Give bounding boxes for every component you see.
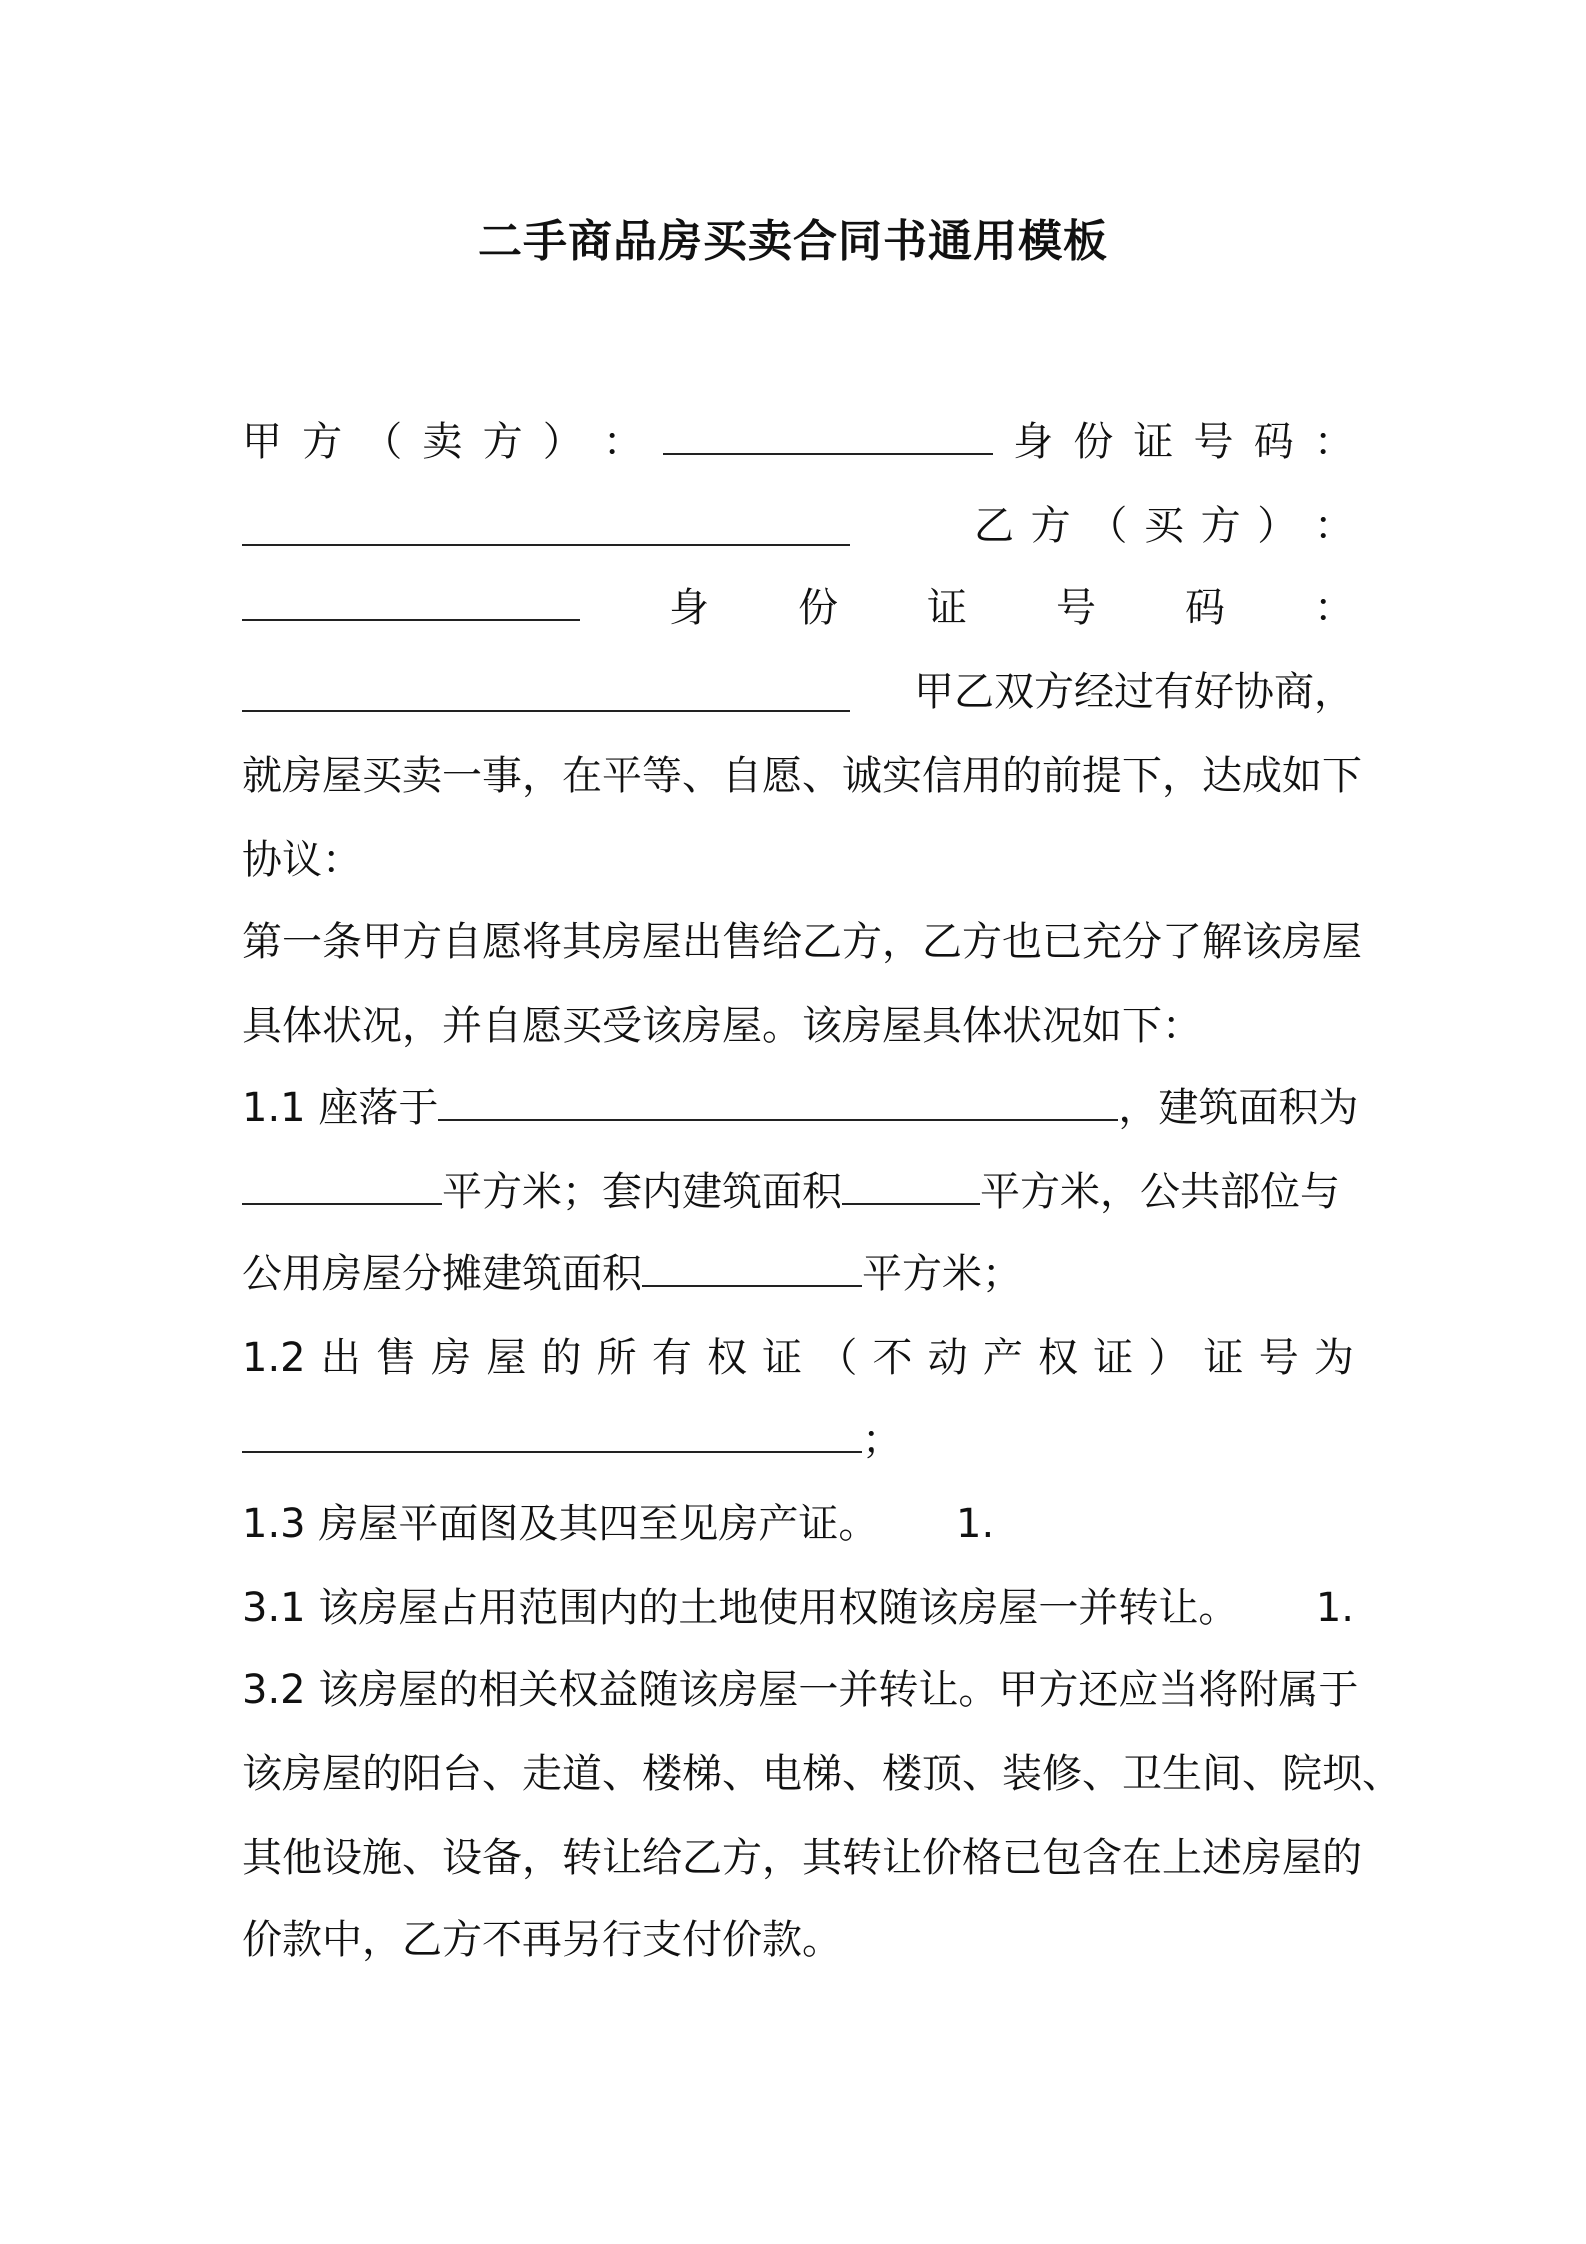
char: 房 bbox=[431, 1335, 472, 1381]
paragraph-line: 就房屋买卖一事，在平等、自愿、诚实信用的前提下，达成如下 bbox=[242, 753, 1362, 799]
party-b-name-blank[interactable] bbox=[242, 579, 580, 621]
clause-label: 1.1 座落于 bbox=[242, 1085, 439, 1131]
char: ： bbox=[602, 419, 643, 465]
clause-3-2-line: 3.2 该房屋的相关权益随该房屋一并转让。甲方还应当将附属于 bbox=[242, 1667, 1359, 1713]
document-title: 二手商品房买卖合同书通用模板 bbox=[478, 216, 1108, 267]
char: ） bbox=[1148, 1335, 1189, 1381]
clause-text: ，建筑面积为 bbox=[1118, 1085, 1359, 1131]
party-a-id-blank[interactable] bbox=[242, 504, 850, 546]
clause-text: ； bbox=[862, 1417, 902, 1463]
char: （ bbox=[1087, 503, 1128, 549]
char: 动 bbox=[927, 1335, 968, 1381]
clause-1-1-line bbox=[242, 1078, 1359, 1138]
char: 证 bbox=[762, 1335, 803, 1381]
char: 码 bbox=[1185, 585, 1225, 631]
line-negotiation bbox=[242, 662, 1354, 722]
char: （ bbox=[362, 419, 403, 465]
char: 出 bbox=[320, 1335, 361, 1381]
char: 证 bbox=[1093, 1335, 1134, 1381]
char: 的 bbox=[541, 1335, 582, 1381]
char: 身 bbox=[669, 585, 709, 631]
clause-number: 1. bbox=[956, 1501, 995, 1547]
clause-number: 1. bbox=[1315, 1585, 1354, 1631]
char: 证 bbox=[1203, 1335, 1244, 1381]
clause-text: 平方米； bbox=[862, 1251, 1022, 1297]
shared-area-line bbox=[242, 1244, 1354, 1304]
line-party-a bbox=[242, 412, 1354, 472]
certificate-number-line bbox=[242, 1410, 1354, 1470]
party-a-name-blank[interactable] bbox=[663, 413, 993, 455]
clause-number: 1.2 bbox=[242, 1335, 306, 1381]
shared-area-blank[interactable] bbox=[642, 1245, 862, 1287]
char: 份 bbox=[1073, 419, 1114, 465]
char: 买 bbox=[1143, 503, 1184, 549]
char: 方 bbox=[1030, 503, 1071, 549]
party-b-label bbox=[974, 496, 1354, 556]
building-area-blank[interactable] bbox=[242, 1163, 442, 1205]
char: （ bbox=[817, 1335, 858, 1381]
paragraph-line: 该房屋的阳台、走道、楼梯、电梯、楼顶、装修、卫生间、院坝、 bbox=[242, 1751, 1402, 1797]
char: 号 bbox=[1056, 585, 1096, 631]
negotiation-text: 甲乙双方经过有好协商， bbox=[914, 669, 1354, 715]
article-one-line: 第一条甲方自愿将其房屋出售给乙方，乙方也已充分了解该房屋 bbox=[242, 919, 1362, 965]
char: ） bbox=[542, 419, 583, 465]
clause-text: 平方米，公共部位与 bbox=[980, 1169, 1340, 1215]
char: 有 bbox=[651, 1335, 692, 1381]
char: 所 bbox=[596, 1335, 637, 1381]
clause-text: 1.3 房屋平面图及其四至见房产证。 bbox=[242, 1501, 879, 1547]
paragraph-line: 协议： bbox=[242, 837, 362, 883]
char: 为 bbox=[1313, 1335, 1354, 1381]
char: 售 bbox=[375, 1335, 416, 1381]
paragraph-line: 其他设施、设备，转让给乙方，其转让价格已包含在上述房屋的 bbox=[242, 1835, 1362, 1881]
inner-area-blank[interactable] bbox=[842, 1163, 980, 1205]
char: 方 bbox=[1200, 503, 1241, 549]
clause-text: 3.1 该房屋占用范围内的土地使用权随该房屋一并转让。 bbox=[242, 1585, 1239, 1631]
paragraph-line: 价款中，乙方不再另行支付价款。 bbox=[242, 1917, 842, 1963]
char: 权 bbox=[707, 1335, 747, 1381]
char: 号 bbox=[1193, 419, 1234, 465]
certificate-number-blank[interactable] bbox=[242, 1411, 862, 1453]
char: 份 bbox=[798, 585, 838, 631]
char: 不 bbox=[872, 1335, 913, 1381]
paragraph-line: 具体状况，并自愿买受该房屋。该房屋具体状况如下： bbox=[242, 1003, 1202, 1049]
char: 卖 bbox=[422, 419, 463, 465]
char: 证 bbox=[927, 585, 967, 631]
clause-3-1-line bbox=[242, 1578, 1354, 1638]
clause-1-3-line bbox=[242, 1494, 1354, 1554]
clause-text: 平方米；套内建筑面积 bbox=[442, 1169, 842, 1215]
char: 方 bbox=[482, 419, 523, 465]
char: 证 bbox=[1133, 419, 1174, 465]
char: ： bbox=[1313, 419, 1354, 465]
char: ： bbox=[1313, 503, 1354, 549]
char: 屋 bbox=[486, 1335, 527, 1381]
line-party-b bbox=[242, 496, 1354, 556]
char: 产 bbox=[982, 1335, 1023, 1381]
clause-text: 公用房屋分摊建筑面积 bbox=[242, 1251, 642, 1297]
clause-1-2-line bbox=[242, 1328, 1354, 1388]
char: 方 bbox=[302, 419, 343, 465]
char: ） bbox=[1257, 503, 1298, 549]
line-party-b-id bbox=[242, 578, 1354, 638]
char: 权 bbox=[1038, 1335, 1079, 1381]
char: 乙 bbox=[974, 503, 1014, 549]
char: 码 bbox=[1253, 419, 1294, 465]
char: 号 bbox=[1258, 1335, 1299, 1381]
location-blank[interactable] bbox=[438, 1079, 1118, 1121]
party-b-id-blank[interactable] bbox=[242, 670, 850, 712]
area-line bbox=[242, 1162, 1354, 1222]
char: 甲 bbox=[242, 419, 282, 465]
char: ： bbox=[1314, 585, 1354, 631]
char: 身 bbox=[1013, 419, 1054, 465]
